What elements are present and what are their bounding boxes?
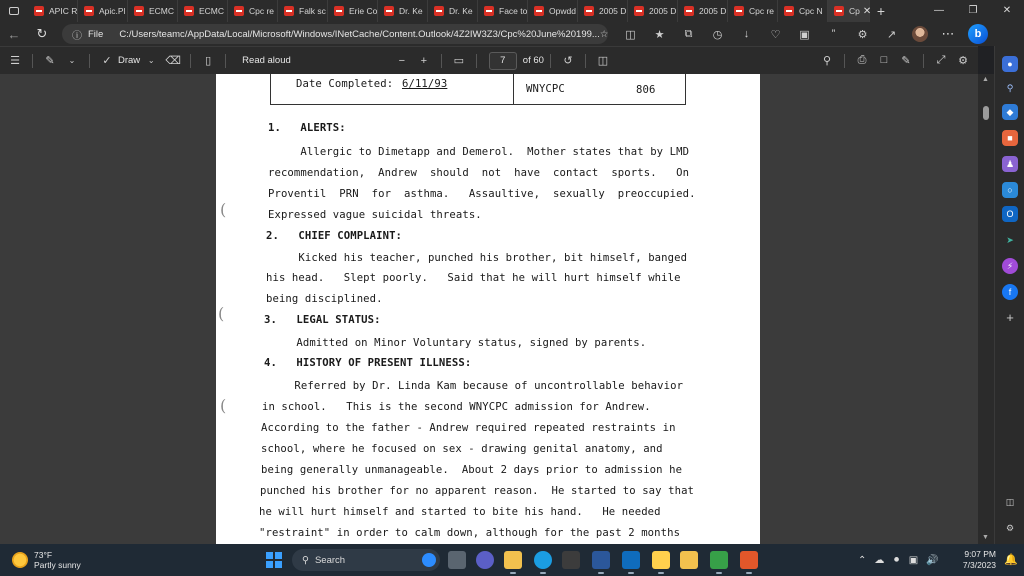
print-icon[interactable]: ⎙ xyxy=(857,53,867,66)
section-heading: 3. LEGAL STATUS: xyxy=(264,314,381,326)
minimize-icon[interactable]: — xyxy=(934,5,944,16)
divider xyxy=(550,54,551,68)
chevron-down-icon[interactable]: ⌄ xyxy=(147,56,155,65)
zoom-out-icon[interactable]: − xyxy=(398,54,405,67)
divider xyxy=(190,54,191,68)
browser-tab[interactable] xyxy=(178,0,228,22)
vertical-scrollbar[interactable] xyxy=(978,74,994,544)
section-heading: 2. CHIEF COMPLAINT: xyxy=(266,230,403,242)
document-line: "restraint" in order to calm down, although for the past 2 months xyxy=(259,527,681,539)
tab-title: 2005 D xyxy=(699,6,727,16)
network-icon[interactable]: ▣ xyxy=(908,554,919,566)
word-icon[interactable] xyxy=(592,551,610,569)
pdf-icon xyxy=(534,6,544,16)
browser-tab[interactable] xyxy=(278,0,328,22)
section-heading: 1. ALERTS: xyxy=(268,122,346,134)
sidebar-facebook-icon[interactable]: f xyxy=(1002,284,1018,300)
clock-time: 9:07 PM xyxy=(964,549,996,559)
contents-icon[interactable]: ☰ xyxy=(10,55,20,67)
notifications-icon[interactable]: 🔔 xyxy=(1004,554,1018,566)
sidebar-tools-icon[interactable]: ■ xyxy=(1002,130,1018,146)
pdf-icon xyxy=(84,6,94,16)
rotate-icon[interactable]: ↺ xyxy=(563,55,573,67)
page-total: of 60 xyxy=(522,55,544,66)
browser-tab[interactable] xyxy=(328,0,378,22)
hole-punch-mark: ( xyxy=(218,304,225,323)
back-icon[interactable]: ← xyxy=(7,26,21,42)
sidebar-search-icon[interactable]: ⚲ xyxy=(1006,83,1014,93)
screenshot-icon[interactable]: ▣ xyxy=(799,28,810,41)
start-windows-icon[interactable] xyxy=(266,552,282,568)
app-icon[interactable] xyxy=(740,551,758,569)
info-icon[interactable]: ⓘ xyxy=(72,30,82,42)
new-tab-button[interactable]: + xyxy=(876,3,886,19)
partly-sunny-icon xyxy=(12,552,28,568)
zoom-in-icon[interactable]: + xyxy=(420,54,427,67)
tab-title: Opwdd xyxy=(549,6,576,16)
browser-tab[interactable] xyxy=(828,0,870,22)
sidebar-messenger-icon[interactable]: ⚡ xyxy=(1002,258,1018,274)
pdf-icon xyxy=(434,6,444,16)
bing-icon xyxy=(422,553,436,567)
divider xyxy=(32,54,33,68)
header-divider xyxy=(513,74,514,105)
tab-title: Cpc N xyxy=(799,6,823,16)
fit-page-icon[interactable]: ▭ xyxy=(453,55,464,67)
browser-tab[interactable] xyxy=(678,0,728,22)
chrome-icon[interactable] xyxy=(652,551,670,569)
store-icon[interactable] xyxy=(562,551,580,569)
browser-tab[interactable] xyxy=(478,0,528,22)
divider xyxy=(225,54,226,68)
date-completed-value: 6/11/93 xyxy=(402,78,448,90)
sidebar-settings-icon[interactable]: ⚙ xyxy=(1005,523,1015,533)
settings-gear-icon[interactable]: ⚙ xyxy=(958,54,968,67)
pdf-toolbar-right xyxy=(816,54,978,68)
chevron-up-icon[interactable]: ⌃ xyxy=(858,554,867,566)
file-explorer-icon[interactable] xyxy=(504,551,522,569)
taskbar-clock[interactable] xyxy=(956,549,996,571)
highlight-icon[interactable]: ✎ xyxy=(45,55,55,67)
cloud-icon[interactable]: ☁ xyxy=(874,554,885,566)
downloads-icon[interactable]: ↓ xyxy=(743,27,750,40)
pdf-viewer[interactable] xyxy=(0,74,978,544)
tab-title: ECMC xyxy=(199,6,225,16)
pdf-icon xyxy=(234,6,244,16)
document-line: Admitted on Minor Voluntary status, signed by parents. xyxy=(264,337,647,349)
browser-tab[interactable] xyxy=(28,0,78,22)
url-text[interactable]: C:/Users/teamc/AppData/Local/Microsoft/Windows/INetCache/Content.Outlook/4Z2IW3Z3/Cpc%20June%20199... xyxy=(119,28,600,40)
edge-sidebar xyxy=(994,46,1024,544)
browser-tab[interactable] xyxy=(378,0,428,22)
document-line: Proventil PRN for asthma. Assaultive, sexually preoccupied. xyxy=(268,188,696,200)
draw-icon[interactable]: ✓ xyxy=(102,55,112,67)
document-line: Kicked his teacher, punched his brother, bit himself, banged xyxy=(266,252,688,264)
text-icon[interactable]: ▯ xyxy=(205,55,212,67)
favorites-icon[interactable]: ★ xyxy=(654,28,665,41)
history-icon[interactable]: ◷ xyxy=(712,28,723,41)
sidebar-outlook-icon[interactable]: O xyxy=(1002,206,1018,222)
tab-title: Cp xyxy=(849,6,860,16)
tab-title: ECMC xyxy=(149,6,175,16)
sidebar-layout-icon[interactable]: ◫ xyxy=(1005,497,1015,507)
tab-title: Apic.Pl xyxy=(99,6,126,16)
scroll-up-icon[interactable]: ▲ xyxy=(982,76,989,83)
windows-taskbar xyxy=(0,544,1024,576)
document-line: school, where he focused on sex - drawing genital anatomy, and xyxy=(261,443,663,455)
tab-title: Face to xyxy=(499,6,528,16)
scroll-thumb[interactable] xyxy=(983,106,989,120)
hole-punch-mark: ( xyxy=(220,396,227,415)
browser-tab[interactable] xyxy=(228,0,278,22)
divider xyxy=(844,54,845,68)
pdf-icon xyxy=(684,6,694,16)
search-placeholder: Search xyxy=(314,554,346,566)
pdf-icon xyxy=(784,6,794,16)
system-tray xyxy=(858,544,947,576)
date-completed-label: Date Completed: xyxy=(296,78,394,90)
draw-button[interactable]: Draw xyxy=(118,55,141,66)
browser-tab[interactable] xyxy=(128,0,178,22)
tabs-container xyxy=(28,0,870,22)
chevron-down-icon[interactable]: ⌄ xyxy=(68,56,76,65)
address-bar[interactable] xyxy=(62,24,608,44)
edge-browser-icon[interactable] xyxy=(534,551,552,569)
quote-icon[interactable]: ” xyxy=(831,27,836,40)
camtasia-icon[interactable] xyxy=(710,551,728,569)
close-window-icon[interactable]: ✕ xyxy=(1002,5,1012,16)
sidebar-copilot-icon[interactable]: ● xyxy=(1002,56,1018,72)
pdf-icon xyxy=(284,6,294,16)
pdf-icon xyxy=(134,6,144,16)
browser-tab[interactable] xyxy=(578,0,628,22)
profile-avatar[interactable] xyxy=(912,26,928,42)
sidebar-add-icon[interactable]: + xyxy=(1006,310,1014,325)
fullscreen-icon[interactable]: ⤢ xyxy=(936,53,946,66)
search-icon: ⚲ xyxy=(302,554,309,566)
browser-tab[interactable] xyxy=(778,0,828,22)
more-options-icon[interactable]: ⋯ xyxy=(941,26,955,41)
tab-title: 2005 D xyxy=(599,6,627,16)
pdf-icon xyxy=(334,6,344,16)
pdf-icon xyxy=(584,6,594,16)
teams-chat-icon[interactable] xyxy=(476,551,494,569)
tab-title: Cpc re xyxy=(249,6,275,16)
health-icon[interactable]: ♡ xyxy=(770,28,781,41)
pdf-icon xyxy=(34,6,44,16)
weather-temp: 73°F xyxy=(34,550,53,560)
document-line: Referred by Dr. Linda Kam because of uncontrollable behavior xyxy=(262,380,684,392)
tab-strip xyxy=(0,0,1024,22)
bing-copilot-icon[interactable]: b xyxy=(968,24,988,44)
sidebar-games-icon[interactable]: ♟ xyxy=(1002,156,1018,172)
pdf-icon xyxy=(184,6,194,16)
search-icon[interactable]: ⚲ xyxy=(822,54,832,67)
browser-tab[interactable] xyxy=(78,0,128,22)
pdf-icon xyxy=(384,6,394,16)
tab-title: Dr. Ke xyxy=(399,6,423,16)
facility-name: WNYCPC xyxy=(526,83,565,95)
tab-title: 2005 D xyxy=(649,6,677,16)
document-line: According to the father - Andrew required repeated restraints in xyxy=(261,422,676,434)
eraser-icon[interactable]: ⌫ xyxy=(165,55,181,67)
hole-punch-mark: ( xyxy=(220,200,227,219)
tab-actions-icon[interactable] xyxy=(0,0,28,22)
folder-icon[interactable] xyxy=(680,551,698,569)
divider xyxy=(89,54,90,68)
browser-tab[interactable] xyxy=(428,0,478,22)
pdf-icon xyxy=(484,6,494,16)
share-icon[interactable]: ↗ xyxy=(886,28,897,41)
sidebar-send-icon[interactable]: ➤ xyxy=(1006,235,1014,245)
address-bar-row xyxy=(0,22,1024,46)
tab-title: Erie Co xyxy=(349,6,378,16)
browser-tab[interactable] xyxy=(528,0,578,22)
pdf-icon xyxy=(834,6,844,16)
microphone-icon[interactable]: ⚫ xyxy=(892,554,901,566)
task-view-icon[interactable] xyxy=(448,551,466,569)
save-as-icon[interactable]: ✎ xyxy=(901,54,911,67)
close-tab-icon[interactable]: ✕ xyxy=(862,5,872,17)
collections-icon[interactable]: ⧉ xyxy=(684,27,693,40)
document-line: recommendation, Andrew should not have contact sports. On xyxy=(268,167,690,179)
divider xyxy=(441,54,442,68)
page-view-icon[interactable]: ◫ xyxy=(597,55,609,67)
divider xyxy=(585,54,586,68)
sidebar-office-icon[interactable]: ○ xyxy=(1002,182,1018,198)
favorite-star-icon[interactable]: ☆ xyxy=(599,28,609,40)
document-line: his head. Slept poorly. Said that he will hurt himself while xyxy=(266,272,681,284)
document-line: he will hurt himself and started to bite his hand. He needed xyxy=(259,506,661,518)
document-line: Allergic to Dimetapp and Demerol. Mother states that by LMD xyxy=(268,146,690,158)
toolbar-icons xyxy=(616,28,906,41)
clock-date: 7/3/2023 xyxy=(962,560,996,570)
pdf-page xyxy=(216,74,760,544)
document-line: being disciplined. xyxy=(266,293,383,305)
tab-title: Falk sc xyxy=(299,6,326,16)
section-heading: 4. HISTORY OF PRESENT ILLNESS: xyxy=(264,357,472,369)
extensions-icon[interactable]: ⚙ xyxy=(857,28,868,41)
weather-widget[interactable] xyxy=(12,550,212,570)
weather-desc: Partly sunny xyxy=(34,560,81,570)
tab-title: APIC R xyxy=(49,6,78,16)
browser-tab[interactable] xyxy=(728,0,778,22)
sidebar-tag-icon[interactable]: ◆ xyxy=(1002,104,1018,120)
refresh-icon[interactable]: ↻ xyxy=(36,26,48,41)
window-controls xyxy=(922,0,1024,22)
document-line: punched his brother for no apparent reason. He started to say that xyxy=(260,485,695,497)
save-icon[interactable]: □ xyxy=(880,53,888,66)
document-line: being generally unmanageable. About 2 days prior to admission he xyxy=(261,464,683,476)
facility-code: 806 xyxy=(636,84,656,96)
tab-title: Cpc re xyxy=(749,6,775,16)
volume-icon[interactable]: 🔊 xyxy=(926,554,939,566)
pdf-icon xyxy=(634,6,644,16)
read-aloud-button[interactable]: Read aloud xyxy=(242,55,291,66)
taskbar-search[interactable] xyxy=(292,549,440,571)
page-number-input[interactable]: 7 xyxy=(489,52,517,70)
document-line: in school. This is the second WNYCPC admission for Andrew. xyxy=(262,401,651,413)
divider xyxy=(923,54,924,68)
pdf-icon xyxy=(734,6,744,16)
divider xyxy=(476,54,477,68)
tab-title: Dr. Ke xyxy=(449,6,473,16)
maximize-icon[interactable]: ❐ xyxy=(968,5,978,16)
scheme-label: File xyxy=(88,28,104,40)
split-screen-icon[interactable]: ◫ xyxy=(625,28,636,41)
outlook-icon[interactable] xyxy=(622,551,640,569)
pdf-toolbar xyxy=(0,46,978,74)
browser-tab[interactable] xyxy=(628,0,678,22)
scroll-down-icon[interactable]: ▼ xyxy=(982,534,989,541)
document-line: Expressed vague suicidal threats. xyxy=(268,209,482,221)
